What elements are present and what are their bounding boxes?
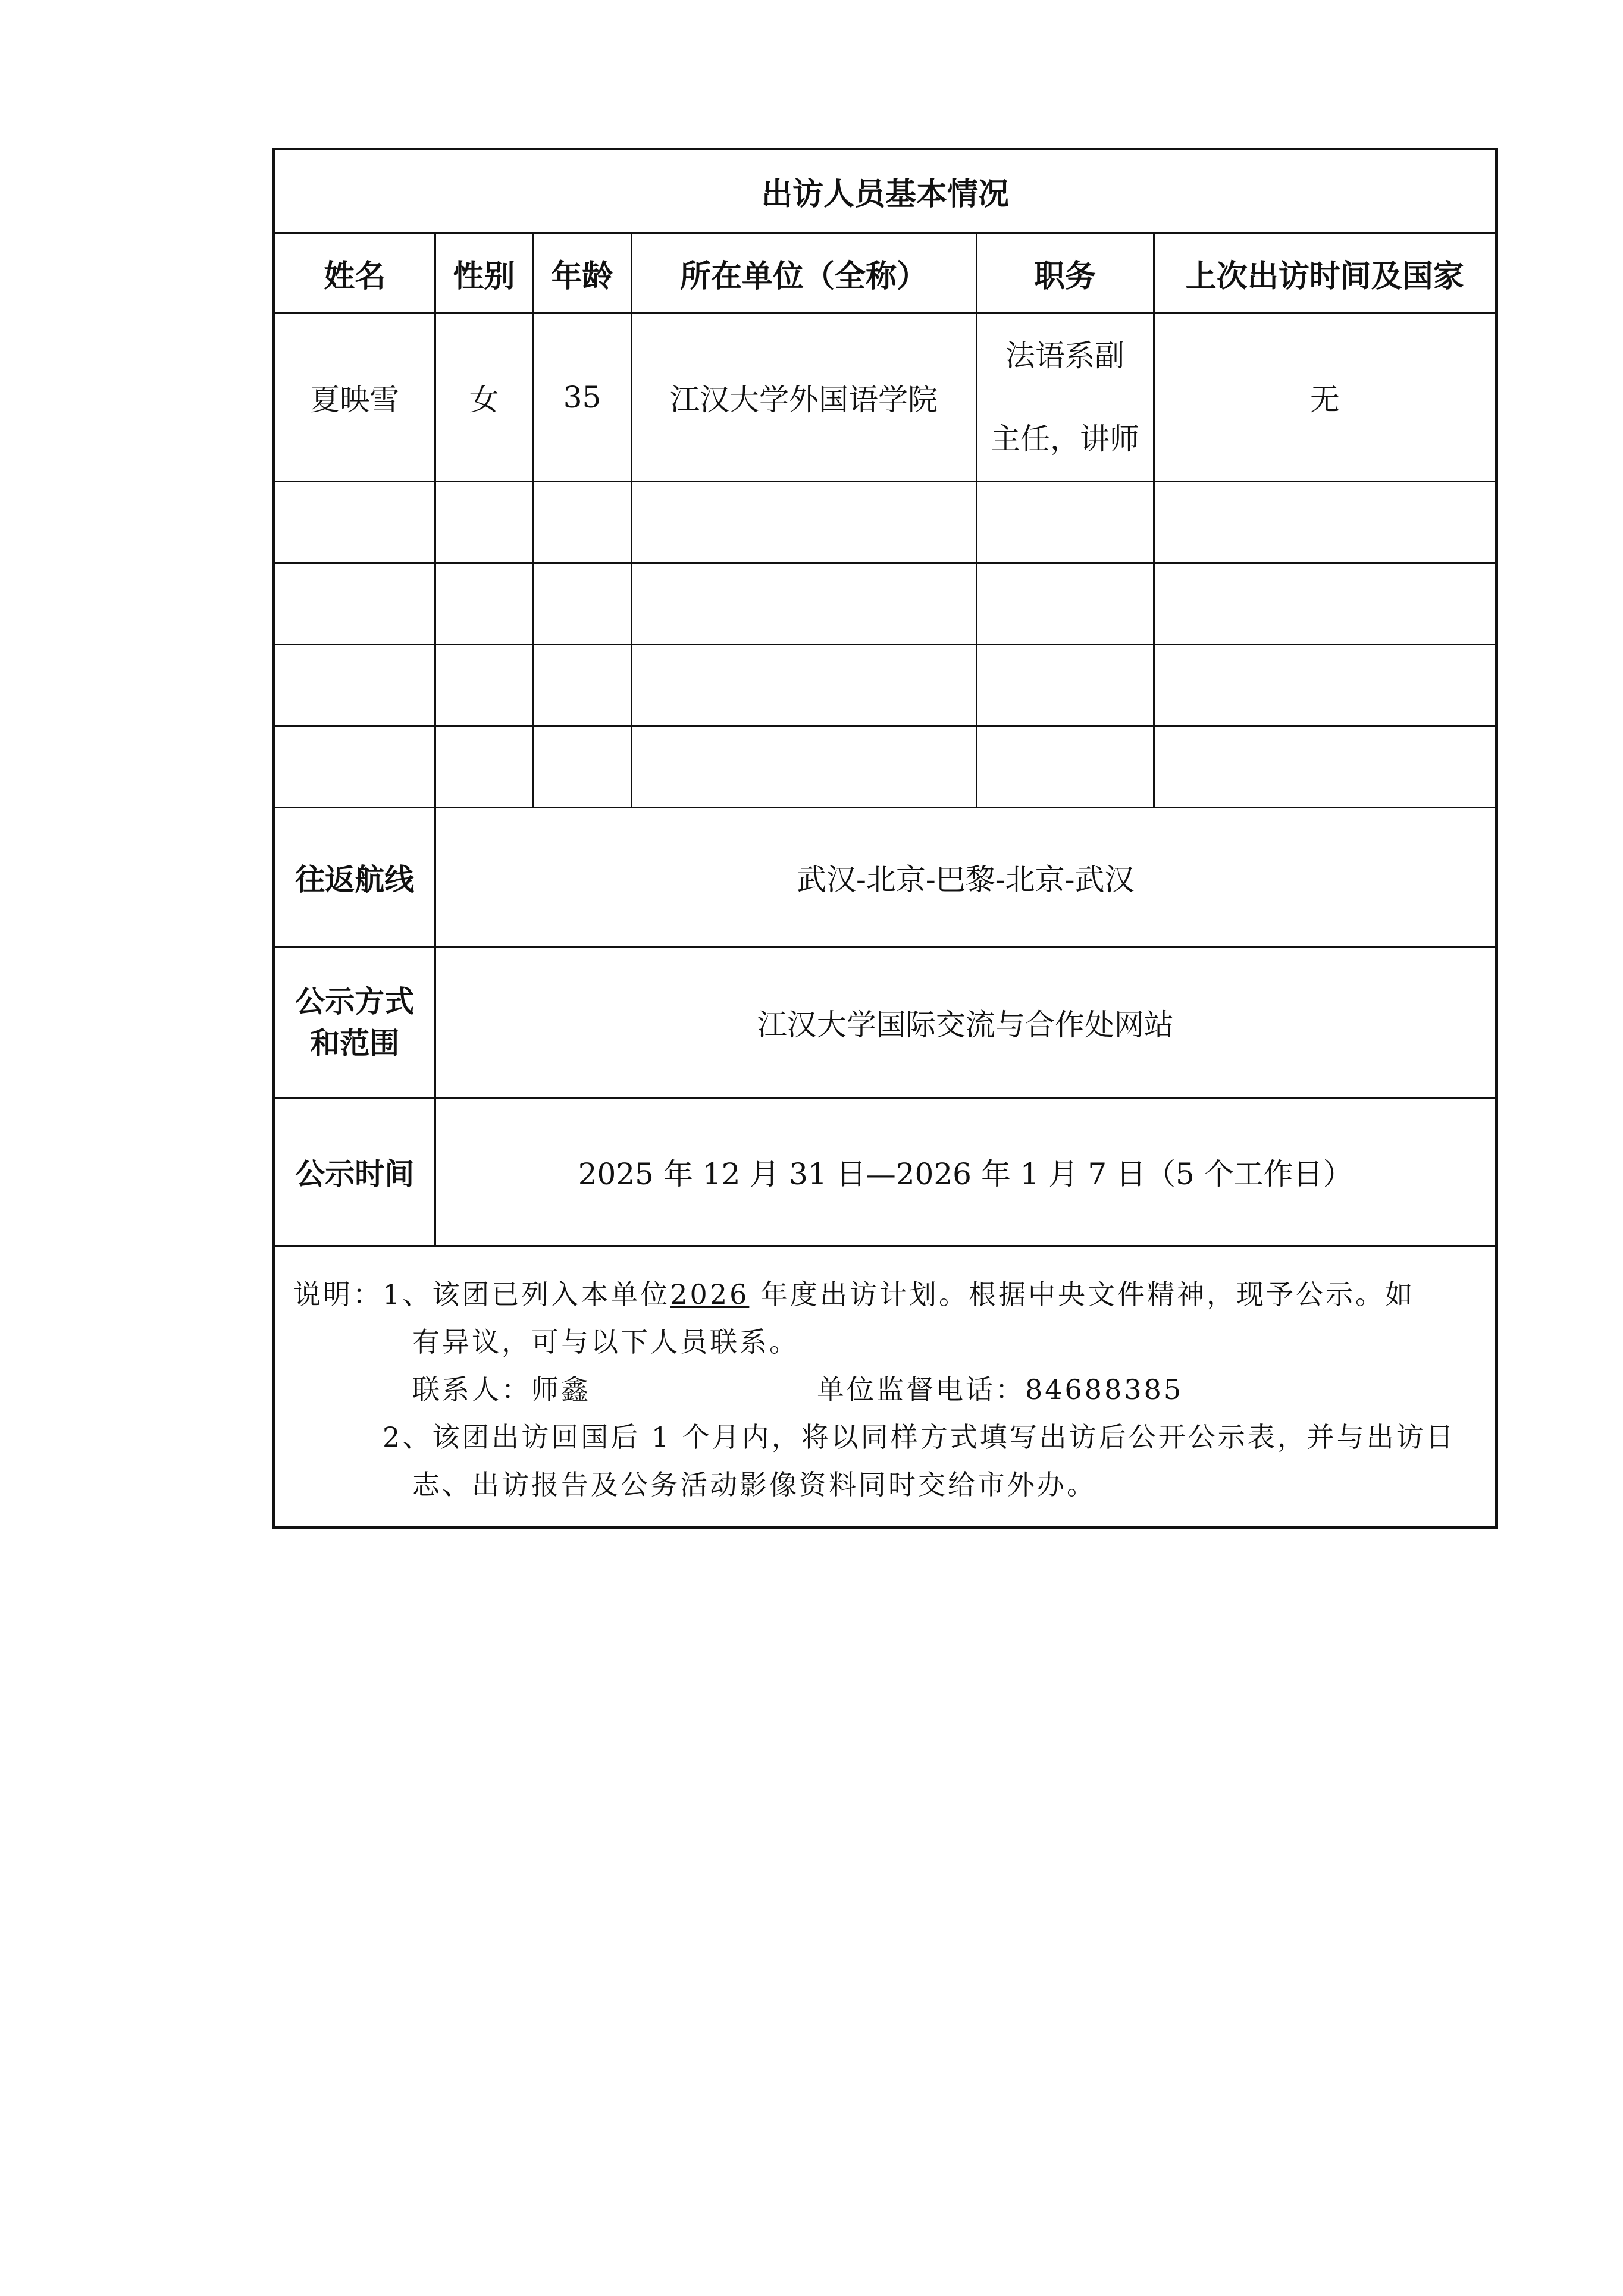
table-row: [275, 726, 1495, 808]
person-duty-line1: 法语系副: [1005, 338, 1124, 373]
empty-cell: [976, 482, 1154, 563]
header-name: 姓名: [275, 233, 435, 313]
visit-info-form: [272, 148, 1498, 1529]
table-row: [275, 313, 1495, 482]
person-gender: 女: [435, 313, 533, 482]
note-plan-year: 2026: [670, 1278, 750, 1310]
person-name: 夏映雪: [275, 313, 435, 482]
empty-cell: [1154, 482, 1495, 563]
empty-cell: [1154, 563, 1495, 645]
note-line1-suffix: 年度出访计划。根据中央文件精神，现予公示。如: [760, 1278, 1415, 1310]
empty-cell: [275, 645, 435, 726]
empty-cell: [435, 645, 533, 726]
table-row: [275, 645, 1495, 726]
table-row: [275, 482, 1495, 563]
empty-cell: [1154, 645, 1495, 726]
empty-cell: [533, 563, 631, 645]
note-line-4: 2、该团出访回国后 1 个月内，将以同样方式填写出访后公开公示表，并与出访日: [383, 1421, 1456, 1453]
empty-cell: [1154, 726, 1495, 808]
empty-cell: [631, 563, 976, 645]
empty-cell: [976, 726, 1154, 808]
empty-cell: [275, 563, 435, 645]
notes-section: [275, 1246, 1495, 1527]
notice-label-line2: 和范围: [310, 1026, 400, 1061]
header-last-visit: 上次出访时间及国家: [1154, 233, 1495, 313]
route-value: 武汉-北京-巴黎-北京-武汉: [435, 808, 1495, 948]
empty-cell: [533, 726, 631, 808]
header-unit: 所在单位（全称）: [631, 233, 976, 313]
notice-time-value: 2025 年 12 月 31 日—2026 年 1 月 7 日（5 个工作日）: [435, 1098, 1495, 1246]
note-line-1: [293, 1271, 1477, 1318]
empty-cell: [435, 726, 533, 808]
note-line-3: [293, 1366, 1477, 1413]
info-table: [275, 150, 1495, 1526]
empty-cell: [631, 482, 976, 563]
empty-cell: [275, 726, 435, 808]
notice-label-line1: 公示方式: [295, 984, 415, 1019]
header-duty: 职务: [976, 233, 1154, 313]
route-label: 往返航线: [275, 808, 435, 948]
empty-cell: [533, 482, 631, 563]
form-title: 出访人员基本情况: [275, 150, 1495, 233]
note-line-2: 有异议，可与以下人员联系。: [412, 1326, 799, 1358]
empty-cell: [976, 645, 1154, 726]
empty-cell: [631, 645, 976, 726]
header-gender: 性别: [435, 233, 533, 313]
person-duty-line2: 主任，讲师: [991, 422, 1139, 456]
notice-label: [275, 948, 435, 1098]
empty-cell: [533, 645, 631, 726]
note-line1-prefix: 说明：1、该团已列入本单位: [293, 1278, 670, 1310]
note-phone: 单位监督电话：84688385: [817, 1373, 1184, 1406]
table-row: [275, 563, 1495, 645]
person-last-visit: 无: [1154, 313, 1495, 482]
empty-cell: [275, 482, 435, 563]
person-duty: [976, 313, 1154, 482]
note-line-5: 志、出访报告及公务活动影像资料同时交给市外办。: [412, 1469, 1096, 1501]
person-unit: 江汉大学外国语学院: [631, 313, 976, 482]
empty-cell: [976, 563, 1154, 645]
empty-cell: [631, 726, 976, 808]
person-age: 35: [533, 313, 631, 482]
header-age: 年龄: [533, 233, 631, 313]
notice-time-label: 公示时间: [275, 1098, 435, 1246]
empty-cell: [435, 482, 533, 563]
notice-value: 江汉大学国际交流与合作处网站: [435, 948, 1495, 1098]
empty-cell: [435, 563, 533, 645]
note-contact: 联系人：师鑫: [412, 1373, 591, 1406]
